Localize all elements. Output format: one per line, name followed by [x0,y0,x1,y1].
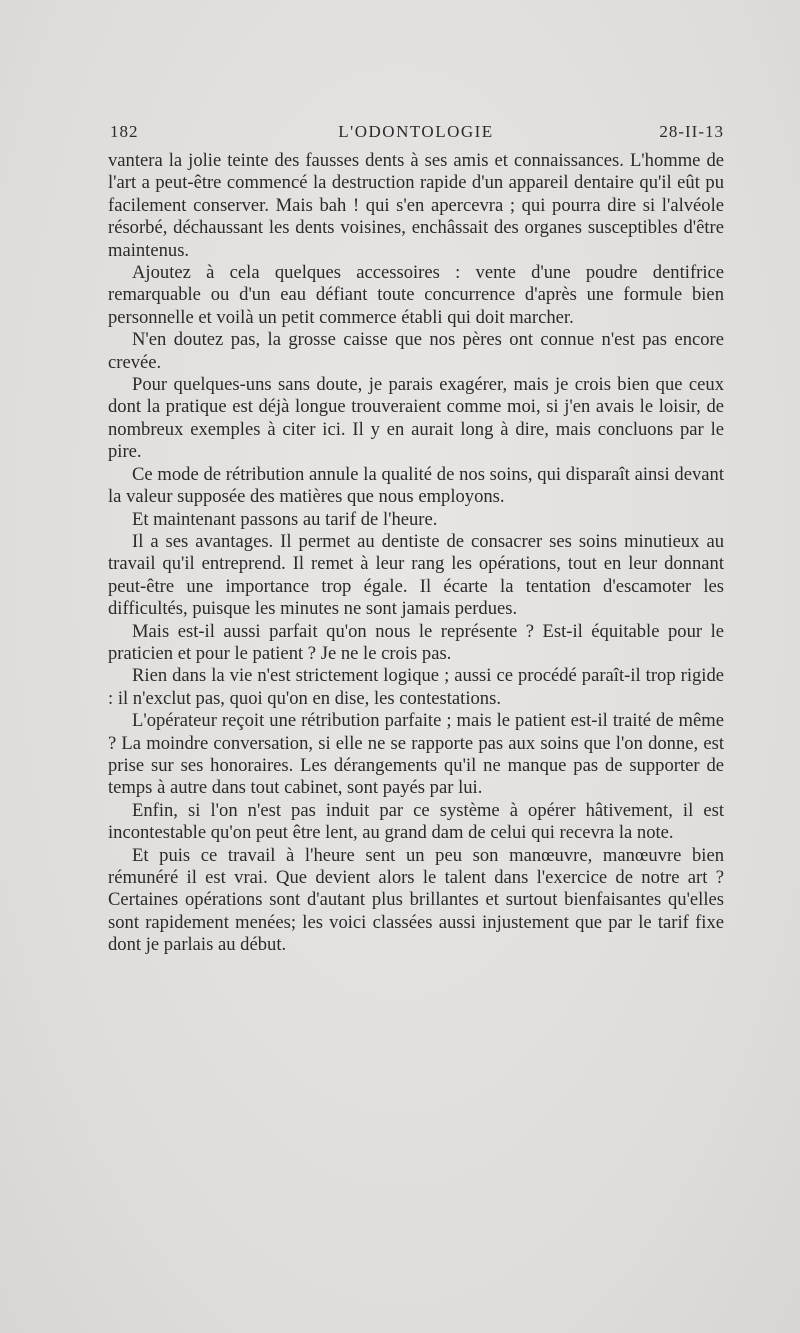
paragraph: Ce mode de rétribution annule la qualité de nos soins, qui disparaît ainsi devant la valeur supposée des matières que nous employons. [108,463,724,508]
paragraph: Ajoutez à cela quelques accessoires : vente d'une poudre dentifrice remarquable ou d'un eau défiant toute concurrence d'après une formule bien personnelle et voilà un petit commerce établi qui doit marcher. [108,262,724,328]
journal-title: L'ODONTOLOGIE [338,122,494,141]
paragraph: Pour quelques-uns sans doute, je parais exagérer, mais je crois bien que ceux dont la pratique est déjà longue trouveraient comme moi, si j'en avais le loisir, de nombreux exemples à citer ici. Il y en aurait long à dire, mais concluons par le pire. [108,374,724,463]
paragraph: Il a ses avantages. Il permet au dentiste de consacrer ses soins minutieux au travail qu'il entreprend. Il remet à leur rang les opérations, tout en leur donnant peut-être une importance trop égale. Il écarte la tentation d'escamoter les difficultés, puisque les minutes ne sont jamais perdues. [108,530,724,620]
book-page [108,118,724,957]
page-number: 182 [110,122,139,141]
paragraph: Enfin, si l'on n'est pas induit par ce système à opérer hâtivement, il est incontestable qu'on peut être lent, au grand dam de celui qui recevra la note. [108,799,724,844]
paragraph: Rien dans la vie n'est strictement logique ; aussi ce procédé paraît-il trop rigide : il n'exclut pas, quoi qu'on en dise, les contestations. [108,665,724,709]
body-text [108,150,724,957]
paragraph: N'en doutez pas, la grosse caisse que nos pères ont connue n'est pas encore crevée. [108,329,724,373]
paragraph: L'opérateur reçoit une rétribution parfaite ; mais le patient est-il traité de même ? La moindre conversation, si elle ne se rapporte pas aux soins que l'on donne, est prise sur ses honoraires. Les dérangements qu'il ne manque pas de supporter de temps à autre dans tout cabinet, sont payés par lui. [108,710,724,799]
paragraph: vantera la jolie teinte des fausses dents à ses amis et connaissances. L'homme de l'art a peut-être commencé la destruction rapide d'un appareil dentaire qu'il eût pu facilement conserver. Mais bah ! qui s'en apercevra ; qui pourra dire si l'alvéole résorbé, déchaussant les dents voisines, enchâssait des organes susceptibles d'être maintenus. [108,150,724,261]
paragraph: Et puis ce travail à l'heure sent un peu son manœuvre, manœuvre bien rémunéré il est vrai. Que devient alors le talent dans l'exercice de notre art ? Certaines opérations sont d'autant plus brillantes et surtout bienfaisantes qu'elles sont rapidement menées; les voici classées aussi injustement que par le tarif fixe dont je parlais au début. [108,844,724,956]
paragraph: Et maintenant passons au tarif de l'heure. [132,508,438,530]
paragraph: Mais est-il aussi parfait qu'on nous le représente ? Est-il équitable pour le praticien et pour le patient ? Je ne le crois pas. [108,620,724,664]
issue-date: 28-II-13 [659,122,724,141]
running-header [108,118,724,148]
